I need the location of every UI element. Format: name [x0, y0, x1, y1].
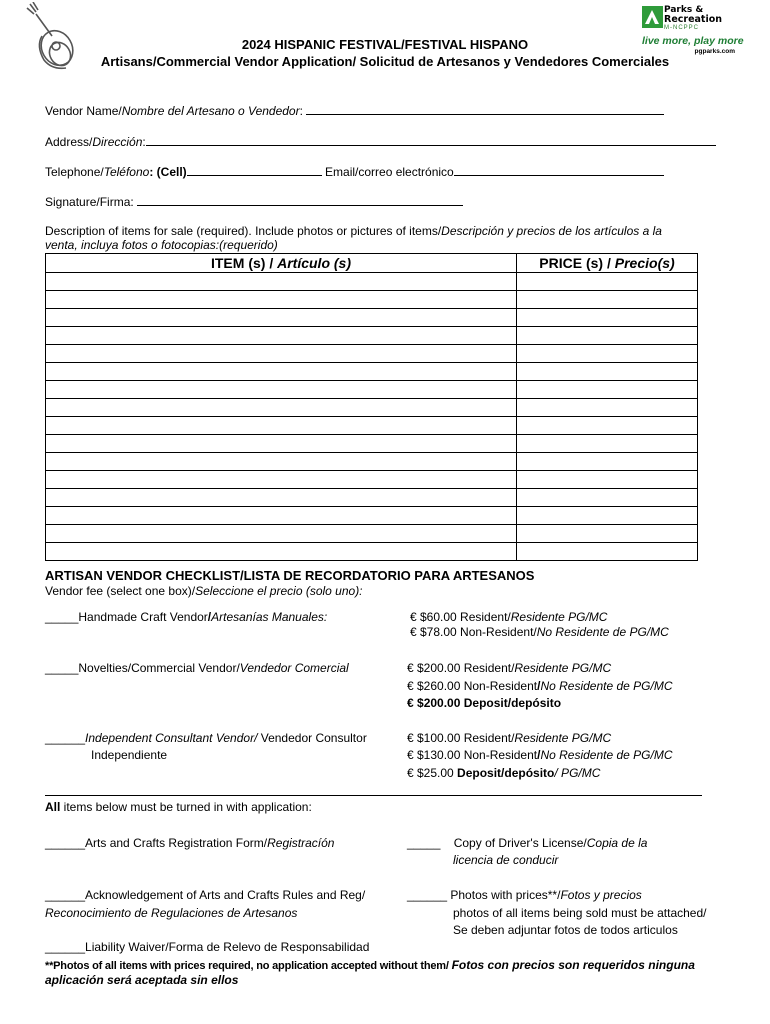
cell-label: : (Cell) — [149, 165, 187, 179]
price-cell[interactable] — [517, 363, 698, 381]
novelties-deposit: € $200.00 Deposit/depósito — [407, 696, 562, 710]
novelties-checkbox-blank: _____ — [45, 661, 79, 675]
table-row — [46, 471, 698, 489]
price-cell[interactable] — [517, 273, 698, 291]
consultant-deposit: € $25.00 Deposit/depósito/ PG/MC — [407, 766, 601, 780]
item-cell[interactable] — [46, 525, 517, 543]
table-row — [46, 273, 698, 291]
price-cell[interactable] — [517, 417, 698, 435]
consultant-checkbox-blank: ______ — [45, 731, 86, 745]
vendor-fee-label: Vendor fee (select one box)/Seleccione el precio (solo uno): — [45, 584, 363, 598]
price-cell[interactable] — [517, 489, 698, 507]
price-cell[interactable] — [517, 345, 698, 363]
photos-required-note-line2: aplicación será aceptada sin ellos — [45, 973, 239, 987]
price-cell[interactable] — [517, 543, 698, 561]
logo-tagline: live more, play more — [642, 35, 744, 47]
drivers-license-item-line2: licencia de conducir — [453, 853, 559, 867]
items-table — [45, 253, 698, 561]
price-cell[interactable] — [517, 327, 698, 345]
item-cell[interactable] — [46, 381, 517, 399]
table-row — [46, 543, 698, 561]
acknowledgement-item[interactable]: ______Acknowledgement of Arts and Crafts Rules and Reg/ — [45, 888, 366, 902]
item-cell[interactable] — [46, 363, 517, 381]
telephone-label-es: Teléfono — [103, 165, 150, 179]
table-row — [46, 489, 698, 507]
item-cell[interactable] — [46, 399, 517, 417]
table-header-row — [46, 254, 698, 273]
photos-item-line3: Se deben adjuntar fotos de todos articulos — [453, 923, 678, 937]
description-line1: Description of items for sale (required). Include photos or pictures of items/Descripción y precios de los artículos a la — [45, 224, 662, 238]
photos-item-line2: photos of all items being sold must be attached/ — [453, 906, 707, 920]
item-cell[interactable] — [46, 417, 517, 435]
logo-url: pgparks.com — [694, 48, 735, 55]
price-column-header: PRICE (s) / Precio(s) — [517, 254, 698, 273]
arts-registration-item[interactable]: ______Arts and Crafts Registration Form/Registracíón — [45, 836, 335, 850]
novelties-option[interactable]: _____Novelties/Commercial Vendor/Vendedor Comercial — [45, 661, 349, 675]
table-row — [46, 309, 698, 327]
novelties-price-resident: € $200.00 Resident/Residente PG/MC — [407, 661, 612, 675]
drivers-license-item[interactable]: _____ Copy of Driver's License/Copia de la — [407, 836, 648, 850]
item-cell[interactable] — [46, 327, 517, 345]
handmade-price-resident: € $60.00 Resident/Residente PG/MC — [410, 610, 608, 624]
price-cell[interactable] — [517, 381, 698, 399]
signature-label: Signature/Firma: — [45, 195, 138, 209]
vendor-name-row: Vendor Name/Nombre del Artesano o Vendedor: — [45, 103, 664, 119]
item-cell[interactable] — [46, 489, 517, 507]
page-title: 2024 HISPANIC FESTIVAL/FESTIVAL HISPANO — [241, 37, 529, 52]
email-field[interactable] — [454, 164, 664, 176]
price-cell[interactable] — [517, 435, 698, 453]
telephone-label: Telephone/ — [45, 165, 104, 179]
signature-field[interactable] — [137, 194, 463, 206]
address-field[interactable] — [146, 134, 716, 146]
table-row — [46, 507, 698, 525]
parks-leaf-icon — [642, 6, 663, 28]
price-cell[interactable] — [517, 507, 698, 525]
logo-line3: M-NCPPC — [664, 25, 699, 31]
item-cell[interactable] — [46, 453, 517, 471]
table-row — [46, 381, 698, 399]
email-label: Email/correo electrónico — [325, 165, 454, 179]
logo-line2: Recreation — [664, 14, 723, 25]
table-row — [46, 363, 698, 381]
section-divider — [45, 795, 702, 796]
logo-line1: Parks & — [664, 5, 704, 15]
handmade-checkbox-blank: _____ — [45, 610, 79, 624]
handmade-price-nonresident: € $78.00 Non-Resident/No Residente de PG/MC — [410, 625, 669, 639]
novelties-price-nonresident: € $260.00 Non-Resident/No Residente de PG/MC — [407, 679, 673, 693]
photos-required-note: **Photos of all items with prices required, no application accepted without them/ Fotos con precios son requeridos ninguna — [45, 958, 695, 972]
table-row — [46, 291, 698, 309]
all-items-note: All items below must be turned in with application: — [45, 800, 312, 814]
item-cell[interactable] — [46, 291, 517, 309]
item-cell[interactable] — [46, 543, 517, 561]
item-cell[interactable] — [46, 309, 517, 327]
price-cell[interactable] — [517, 525, 698, 543]
telephone-row — [45, 164, 664, 180]
vendor-name-field[interactable] — [306, 103, 664, 115]
table-row — [46, 453, 698, 471]
consultant-option-line2: Independiente — [91, 748, 168, 762]
address-label-es: Dirección — [92, 135, 143, 149]
table-row — [46, 399, 698, 417]
consultant-price-resident: € $100.00 Resident/Residente PG/MC — [407, 731, 612, 745]
acknowledgement-item-line2: Reconocimiento de Regulaciones de Artesanos — [45, 906, 298, 920]
photos-item[interactable]: ______ Photos with prices**/Fotos y precios — [407, 888, 642, 902]
item-cell[interactable] — [46, 345, 517, 363]
item-cell[interactable] — [46, 273, 517, 291]
parks-recreation-logo — [642, 5, 744, 58]
item-cell[interactable] — [46, 435, 517, 453]
consultant-price-nonresident: € $130.00 Non-Resident/No Residente de PG/MC — [407, 748, 673, 762]
vendor-name-label-es: Nombre del Artesano o Vendedor — [121, 104, 300, 118]
checklist-heading: ARTISAN VENDOR CHECKLIST/LISTA DE RECORDATORIO PARA ARTESANOS — [45, 568, 535, 583]
item-cell[interactable] — [46, 507, 517, 525]
page-subtitle: Artisans/Commercial Vendor Application/ Solicitud de Artesanos y Vendedores Comerciales — [100, 54, 670, 69]
table-row — [46, 417, 698, 435]
price-cell[interactable] — [517, 399, 698, 417]
price-cell[interactable] — [517, 453, 698, 471]
table-row — [46, 525, 698, 543]
item-column-header: ITEM (s) / Artículo (s) — [46, 254, 517, 273]
handmade-option[interactable]: _____Handmade Craft Vendor/Artesanías Manuales: — [45, 610, 328, 624]
address-label: Address/ — [45, 135, 93, 149]
signature-row — [45, 194, 463, 210]
price-cell[interactable] — [517, 471, 698, 489]
consultant-option[interactable]: ______Independent Consultant Vendor/ Vendedor Consultor — [45, 731, 367, 745]
description-line2: venta, incluya fotos o fotocopias:(requerido) — [45, 238, 278, 252]
price-cell[interactable] — [517, 291, 698, 309]
table-row — [46, 345, 698, 363]
address-row: Address/Dirección: — [45, 134, 716, 150]
item-cell[interactable] — [46, 471, 517, 489]
liability-waiver-item[interactable]: ______Liability Waiver/Forma de Relevo de Responsabilidad — [45, 940, 370, 954]
table-row — [46, 435, 698, 453]
price-cell[interactable] — [517, 309, 698, 327]
table-row — [46, 327, 698, 345]
telephone-field[interactable] — [187, 164, 322, 176]
vendor-name-label: Vendor Name/ — [45, 104, 122, 118]
